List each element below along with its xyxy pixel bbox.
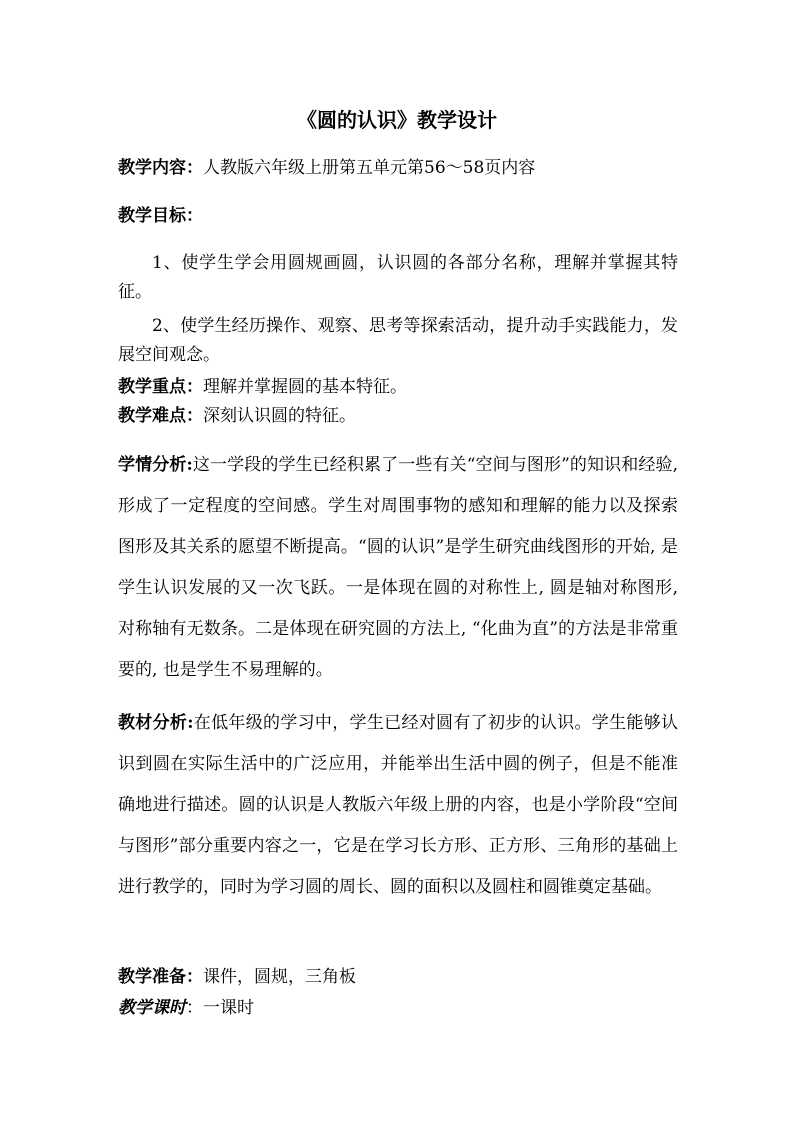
periods-label: 教学课时	[118, 998, 186, 1018]
difficulty-text: 深刻认识圆的特征。	[203, 406, 356, 426]
material-analysis	[118, 703, 678, 908]
teaching-key-point	[118, 374, 678, 400]
teaching-difficulty	[118, 403, 678, 429]
difficulty-label: 教学难点：	[118, 406, 203, 426]
material-analysis-text: 在低年级的学习中，学生已经对圆有了初步的认识。学生能够认识到圆在实际生活中的广泛应用，并能举出生活中圆的例子，但是不能准确地进行描述。圆的认识是人教版六年级上册的内容，也是小学阶段“空间与图形”部分重要内容之一，它是在学习长方形、正方形、三角形的基础上进行教学的，同时为学习圆的周长、圆的面积以及圆柱和圆锥奠定基础。	[118, 713, 679, 897]
document-title: 《圆的认识》教学设计	[297, 108, 497, 132]
key-point-text: 理解并掌握圆的基本特征。	[203, 377, 407, 397]
teaching-content-text: 人教版六年级上册第五单元第56～58页内容	[203, 158, 536, 178]
student-analysis	[118, 445, 678, 691]
teaching-goals-label: 教学目标：	[118, 206, 203, 226]
periods-colon: ：	[186, 998, 203, 1018]
key-point-label: 教学重点：	[118, 377, 203, 397]
preparation-text: 课件，圆规，三角板	[203, 967, 356, 987]
teaching-periods	[118, 995, 678, 1021]
teaching-content-label: 教学内容：	[118, 158, 203, 178]
preparation-label: 教学准备：	[118, 967, 203, 987]
teaching-goals	[118, 203, 678, 229]
goal-item-1: 1、使学生学会用圆规画圆，认识圆的各部分名称，理解并掌握其特征。	[118, 253, 678, 302]
teaching-preparation	[118, 964, 678, 990]
teaching-content	[118, 155, 678, 181]
periods-text: 一课时	[203, 998, 254, 1018]
student-analysis-text: 这一学段的学生已经积累了一些有关“空间与图形”的知识和经验, 形成了一定程度的空间感。学生对周围事物的感知和理解的能力以及探索图形及其关系的愿望不断提高。“圆的认识”是学生研究曲线图形的开始, 是学生认识发展的又一次飞跃。一是体现在圆的对称性上, 圆是轴对称图形, 对称轴有无数条。二是体现在研究圆的方法上, “化曲为直”的方法是非常重要的, 也是学生不易理解的。	[118, 455, 678, 680]
goal-item-2: 2、使学生经历操作、观察、思考等探索活动，提升动手实践能力，发展空间观念。	[118, 316, 678, 365]
material-analysis-label: 教材分析:	[118, 713, 194, 733]
student-analysis-label: 学情分析:	[118, 455, 193, 475]
